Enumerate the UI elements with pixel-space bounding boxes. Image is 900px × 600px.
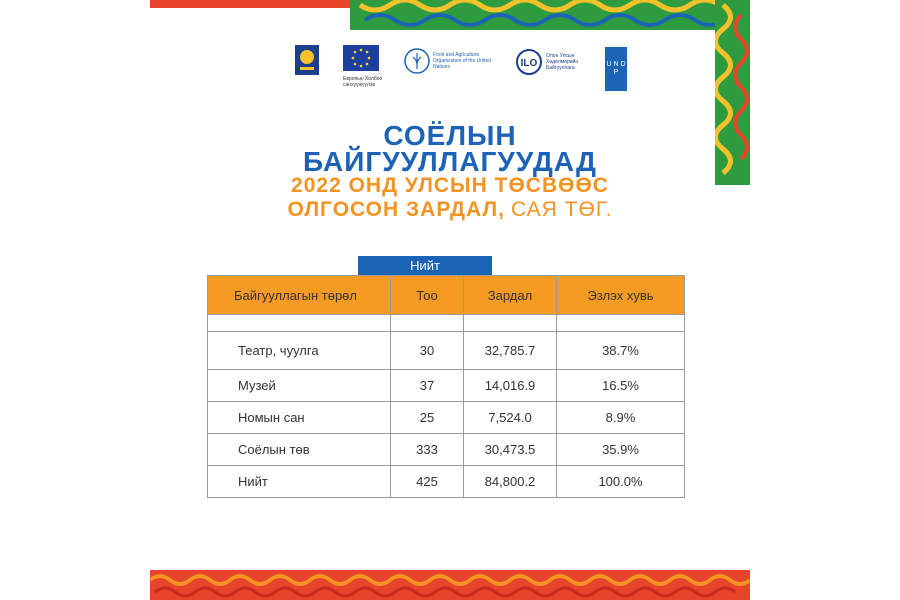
cell-type: Театр, чуулга <box>208 332 391 370</box>
eu-caption: Европын Холбоо санхүүжүүлэв <box>343 76 383 88</box>
title-line-2: БАЙГУУЛЛАГУУДАД <box>302 146 597 177</box>
cell-type: Номын сан <box>208 402 391 434</box>
group-header-total: Нийт <box>358 256 492 275</box>
undp-logo-icon <box>605 47 627 91</box>
cell-cost: 32,785.7 <box>464 332 557 370</box>
header-type: Байгууллагын төрөл <box>208 276 391 315</box>
table-row <box>208 402 685 434</box>
cell-share: 38.7% <box>557 332 685 370</box>
ilo-logo-icon <box>515 48 543 76</box>
cell-cost: 84,800.2 <box>464 466 557 498</box>
mongolia-emblem-icon <box>295 45 319 75</box>
title-line-1: СОЁЛЫН <box>383 120 517 151</box>
ilo-caption: Олон Улсын Хөдөлмөрийн Байгууллага <box>546 53 579 71</box>
data-table <box>207 275 685 498</box>
cell-cost: 30,473.5 <box>464 434 557 466</box>
decorative-pattern-top <box>150 0 750 30</box>
fao-caption: Food and Agriculture Organization of the United Nations <box>433 52 492 70</box>
header-count: Тоо <box>391 276 464 315</box>
cell-cost: 7,524.0 <box>464 402 557 434</box>
partner-logos <box>150 45 750 95</box>
cell-cost: 14,016.9 <box>464 370 557 402</box>
decorative-pattern-bottom <box>150 570 750 600</box>
header-share: Эзлэх хувь <box>557 276 685 315</box>
cell-share: 8.9% <box>557 402 685 434</box>
table-header-row <box>208 276 685 315</box>
cell-type: Соёлын төв <box>208 434 391 466</box>
eu-logo <box>343 45 383 88</box>
table-row-total <box>208 466 685 498</box>
table-row <box>208 370 685 402</box>
subtitle-line-2 <box>150 199 750 220</box>
spacer-row <box>208 315 685 332</box>
cell-type: Нийт <box>208 466 391 498</box>
cell-type: Музей <box>208 370 391 402</box>
table-row <box>208 332 685 370</box>
eu-flag-icon <box>343 45 379 71</box>
poster <box>150 0 750 600</box>
cell-share: 100.0% <box>557 466 685 498</box>
cell-count: 37 <box>391 370 464 402</box>
cell-count: 333 <box>391 434 464 466</box>
cell-count: 30 <box>391 332 464 370</box>
svg-text:ILO: ILO <box>520 58 538 69</box>
cell-share: 16.5% <box>557 370 685 402</box>
header-cost: Зардал <box>464 276 557 315</box>
table-row <box>208 434 685 466</box>
cell-count: 425 <box>391 466 464 498</box>
ilo-logo <box>515 48 586 76</box>
fao-logo-icon <box>404 48 430 74</box>
unit-label: САЯ ТӨГ. <box>510 198 613 221</box>
fao-logo <box>404 48 503 74</box>
subtitle-line-1: 2022 ОНД УЛСЫН ТӨСВӨӨС <box>291 174 609 197</box>
cell-share: 35.9% <box>557 434 685 466</box>
subtitle-line-2-text: ОЛГОСОН ЗАРДАЛ, <box>287 198 505 221</box>
undp-caption: U N D P <box>606 61 626 76</box>
cell-count: 25 <box>391 402 464 434</box>
